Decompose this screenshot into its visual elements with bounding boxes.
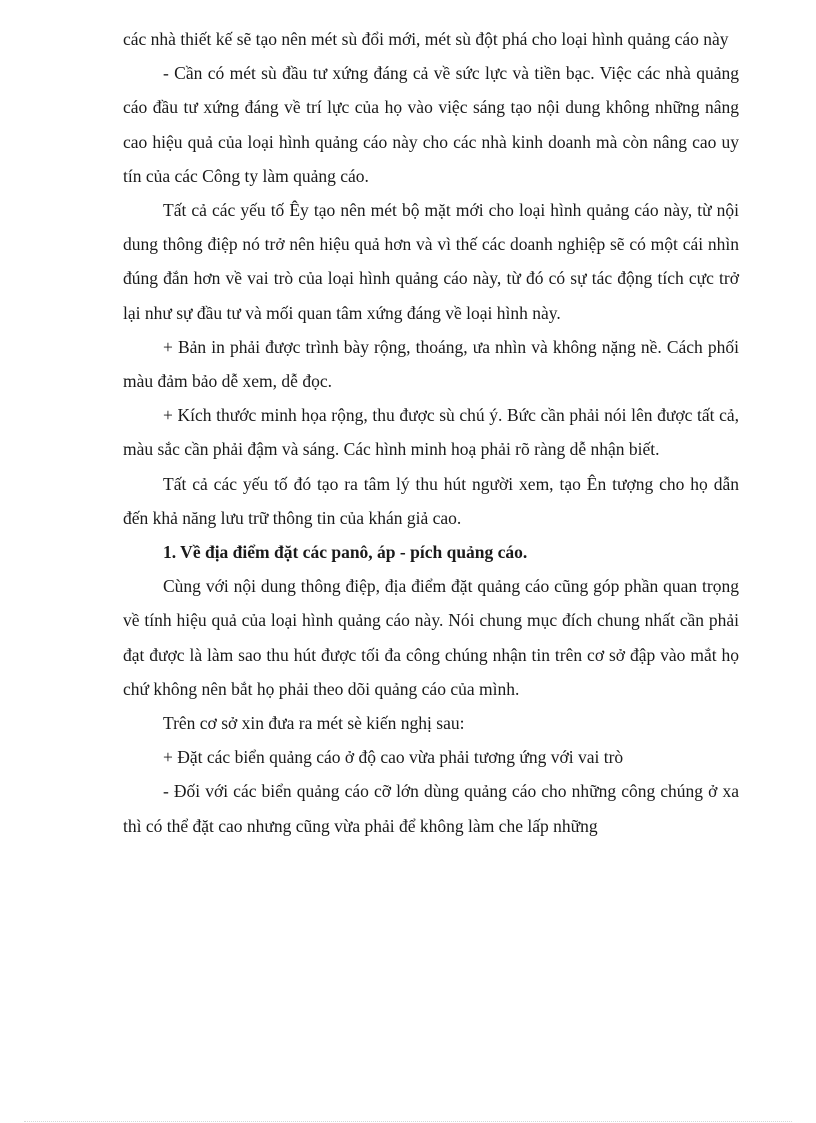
paragraph-print-layout: + Bản in phải được trình bày rộng, thoáng, ưa nhìn và không nặng nề. Cách phối màu đảm bảo dễ xem, dễ đọc. <box>123 336 739 392</box>
paragraph-illustration-size: + Kích thước minh họa rộng, thu được sù chú ý. Bức cần phải nói lên được tất cả, màu sắc cần phải đậm và sáng. Các hình minh hoạ phải rõ ràng dễ nhận biết. <box>123 405 739 460</box>
section-heading: 1. Về địa điểm đặt các panô, áp - pích quảng cáo. <box>163 542 528 563</box>
document-page <box>123 22 739 843</box>
paragraph-height-placement: + Đặt các biển quảng cáo ở độ cao vừa phải tương ứng với vai trò <box>163 747 624 768</box>
paragraph-location-importance: Cùng với nội dung thông điệp, địa điểm đặt quảng cáo cũng góp phần quan trọng về tính hiệu quả của loại hình quảng cáo này. Nói chung mục đích chung nhất cần phải đạt được là làm sao thu hút được tối đa công chúng nhận tin trên cơ sở đập vào mắt họ chứ không nên bắt họ phải theo dõi quảng cáo của mình. <box>123 576 739 699</box>
paragraph-continuation: các nhà thiết kế sẽ tạo nên mét sù đổi mới, mét sù đột phá cho loại hình quảng cáo này <box>123 29 729 49</box>
paragraph-recommendations-intro: Trên cơ sở xin đưa ra mét sè kiến nghị sau: <box>163 713 465 734</box>
paragraph-new-face: Tất cả các yếu tố Êy tạo nên mét bộ mặt mới cho loại hình quảng cáo này, từ nội dung thông điệp nó trở nên hiệu quả hơn và vì thế các doanh nghiệp sẽ có một cái nhìn đúng đắn hơn về vai trò của loại hình quảng cáo này, từ đó có sự tác động tích cực trở lại như sự đầu tư và mối quan tâm xứng đáng về loại hình này. <box>123 200 739 323</box>
paragraph-investment: - Cần có mét sù đầu tư xứng đáng cả về sức lực và tiền bạc. Việc các nhà quảng cáo đầu tư xứng đáng về trí lực của họ vào việc sáng tạo nội dung không những nâng cao hiệu quả của loại hình quảng cáo này cho các nhà kinh doanh mà còn nâng cao uy tín của các Công ty làm quảng cáo. <box>123 63 739 186</box>
paragraph-large-billboards: - Đối với các biển quảng cáo cỡ lớn dùng quảng cáo cho những công chúng ở xa thì có thể đặt cao nhưng cũng vừa phải để không làm che lấp những <box>123 781 739 836</box>
page-bottom-divider <box>24 1121 792 1122</box>
paragraph-viewer-psychology: Tất cả các yếu tố đó tạo ra tâm lý thu hút người xem, tạo Ên tượng cho họ dẫn đến khả năng lưu trữ thông tin của khán giả cao. <box>123 473 739 528</box>
